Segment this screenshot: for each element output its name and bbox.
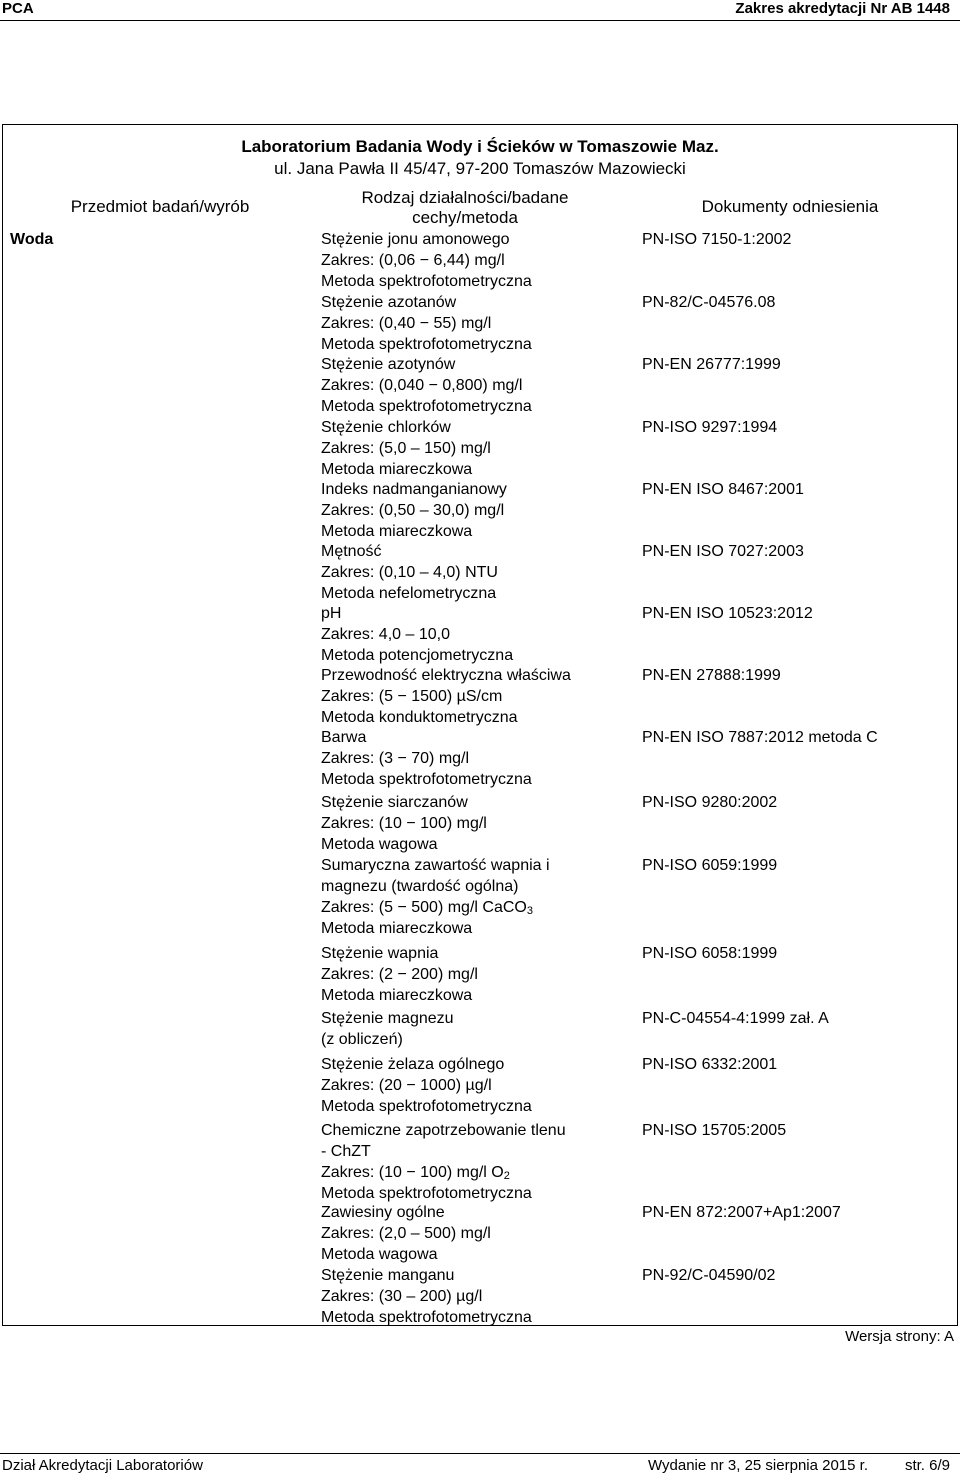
method-line: Metoda miareczkowa xyxy=(321,522,473,540)
document-cell: PN-ISO 6332:2001 xyxy=(642,1056,778,1073)
method-cell xyxy=(321,944,626,1006)
document-cell: PN-82/C-04576.08 xyxy=(642,294,776,311)
object-woda: Woda xyxy=(10,231,54,248)
method-line: Zakres: (0,10 – 4,0) NTU xyxy=(321,563,498,581)
column-header-documents: Dokumenty odniesienia xyxy=(701,197,879,216)
header-org: PCA xyxy=(2,0,34,17)
method-cell xyxy=(321,355,626,417)
method-line: Zakres: (5,0 – 150) mg/l xyxy=(321,439,491,457)
subscript: 3 xyxy=(526,904,533,917)
method-line: Stężenie azotynów xyxy=(321,356,456,373)
document-cell: PN-ISO 7150-1:2002 xyxy=(642,231,792,248)
document-cell: PN-EN 26777:1999 xyxy=(642,356,781,373)
method-line: Indeks nadmanganianowy xyxy=(321,481,507,498)
method-cell xyxy=(321,1266,626,1328)
method-line: Stężenie chlorków xyxy=(321,419,451,436)
method-line: Zawiesiny ogólne xyxy=(321,1204,445,1221)
document-cell: PN-ISO 9280:2002 xyxy=(642,794,778,811)
method-line: Zakres: (30 – 200) µg/l xyxy=(321,1287,483,1305)
document-cell: PN-EN 872:2007+Ap1:2007 xyxy=(642,1204,841,1221)
method-cell xyxy=(321,418,626,480)
method-line: Zakres: (5 − 1500) µS/cm xyxy=(321,687,503,705)
method-cell xyxy=(321,480,626,542)
document-cell: PN-ISO 6058:1999 xyxy=(642,945,778,962)
lab-heading xyxy=(0,136,960,180)
method-cell xyxy=(321,1121,626,1205)
method-line: Zakres: (10 − 100) mg/l $O_2$ xyxy=(321,1163,510,1182)
method-line: Stężenie azotanów xyxy=(321,294,457,311)
method-cell xyxy=(321,1009,626,1051)
document-cell: PN-92/C-04590/02 xyxy=(642,1267,776,1284)
method-line: Zakres: (10 − 100) mg/l xyxy=(321,814,487,832)
method-line: magnezu (twardość ogólna) xyxy=(321,877,519,895)
document-cell: PN-ISO 15705:2005 xyxy=(642,1122,787,1139)
method-line: Stężenie wapnia xyxy=(321,945,439,962)
method-line: Zakres: (2 − 200) mg/l xyxy=(321,965,478,983)
method-line: Stężenie manganu xyxy=(321,1267,455,1284)
method-line: Barwa xyxy=(321,729,367,746)
method-line: Metoda spektrofotometryczna xyxy=(321,1097,532,1115)
method-line: Metoda wagowa xyxy=(321,1245,438,1263)
method-cell xyxy=(321,793,626,855)
page-footer xyxy=(0,1453,960,1477)
method-line: Metoda spektrofotometryczna xyxy=(321,1308,532,1326)
method-line: Mętność xyxy=(321,543,382,560)
method-cell xyxy=(321,666,626,728)
method-line: Metoda spektrofotometryczna xyxy=(321,397,532,415)
method-line: Metoda spektrofotometryczna xyxy=(321,1185,532,1203)
method-line: Stężenie żelaza ogólnego xyxy=(321,1056,505,1073)
method-line: Zakres: (0,040 − 0,800) mg/l xyxy=(321,376,523,394)
method-cell xyxy=(321,230,626,292)
method-cell xyxy=(321,1203,626,1265)
column-header-object: Przedmiot badań/wyrób xyxy=(70,197,250,216)
method-cell xyxy=(321,1055,626,1117)
method-cell xyxy=(321,856,626,940)
footer-edition: Wydanie nr 3, 25 sierpnia 2015 r. xyxy=(648,1457,868,1474)
document-cell: PN-ISO 6059:1999 xyxy=(642,857,778,874)
method-cell xyxy=(321,604,626,666)
page-version: Wersja strony: A xyxy=(845,1328,954,1345)
document-cell: PN-EN ISO 7887:2012 metoda C xyxy=(642,729,878,746)
document-cell: PN-C-04554-4:1999 zał. A xyxy=(642,1010,829,1027)
method-line: Metoda miareczkowa xyxy=(321,920,473,938)
method-line: - ChZT xyxy=(321,1142,371,1160)
method-cell xyxy=(321,293,626,355)
document-cell: PN-ISO 9297:1994 xyxy=(642,419,778,436)
method-line: Stężenie magnezu xyxy=(321,1010,454,1027)
document-cell: PN-EN 27888:1999 xyxy=(642,667,781,684)
document-cell: PN-EN ISO 8467:2001 xyxy=(642,481,804,498)
method-line: Metoda wagowa xyxy=(321,835,438,853)
footer-department: Dział Akredytacji Laboratoriów xyxy=(2,1457,203,1474)
method-line: Metoda spektrofotometryczna xyxy=(321,272,532,290)
subscript: 2 xyxy=(503,1169,510,1182)
method-line: Zakres: (3 − 70) mg/l xyxy=(321,749,470,767)
footer-page-number: str. 6/9 xyxy=(904,1457,950,1474)
method-line: Metoda spektrofotometryczna xyxy=(321,770,532,788)
method-line: Zakres: (2,0 – 500) mg/l xyxy=(321,1224,491,1242)
document-cell: PN-EN ISO 10523:2012 xyxy=(642,605,813,622)
method-line: (z obliczeń) xyxy=(321,1030,403,1048)
method-line: Metoda konduktometryczna xyxy=(321,708,518,726)
document-cell: PN-EN ISO 7027:2003 xyxy=(642,543,804,560)
method-line: Metoda potencjometryczna xyxy=(321,646,514,664)
method-line: Sumaryczna zawartość wapnia i xyxy=(321,857,550,874)
column-header-method: Rodzaj działalności/badane cechy/metoda xyxy=(361,188,569,227)
method-line: Zakres: 4,0 – 10,0 xyxy=(321,625,450,643)
lab-address: ul. Jana Pawła II 45/47, 97-200 Tomaszów Mazowiecki xyxy=(274,159,686,178)
method-line: Zakres: (5 − 500) mg/l CaCO$_3$ xyxy=(321,898,533,917)
method-line: Zakres: (20 − 1000) µg/l xyxy=(321,1076,492,1094)
method-line: Zakres: (0,50 – 30,0) mg/l xyxy=(321,501,505,519)
method-line: Zakres: (0,40 − 55) mg/l xyxy=(321,314,492,332)
method-line: Zakres: (0,06 − 6,44) mg/l xyxy=(321,251,505,269)
method-line: Stężenie siarczanów xyxy=(321,794,468,811)
method-line: Chemiczne zapotrzebowanie tlenu xyxy=(321,1122,566,1139)
page-header xyxy=(0,0,960,21)
header-scope: Zakres akredytacji Nr AB 1448 xyxy=(735,0,950,17)
method-cell xyxy=(321,542,626,604)
method-line: Stężenie jonu amonowego xyxy=(321,231,510,248)
method-line: pH xyxy=(321,605,342,622)
method-line: Metoda miareczkowa xyxy=(321,986,473,1004)
method-line: Metoda miareczkowa xyxy=(321,460,473,478)
method-line: Metoda spektrofotometryczna xyxy=(321,335,532,353)
method-line: Przewodność elektryczna właściwa xyxy=(321,667,571,684)
method-cell xyxy=(321,728,626,790)
method-line: Metoda nefelometryczna xyxy=(321,584,497,602)
lab-name: Laboratorium Badania Wody i Ścieków w Tomaszowie Maz. xyxy=(241,137,719,156)
